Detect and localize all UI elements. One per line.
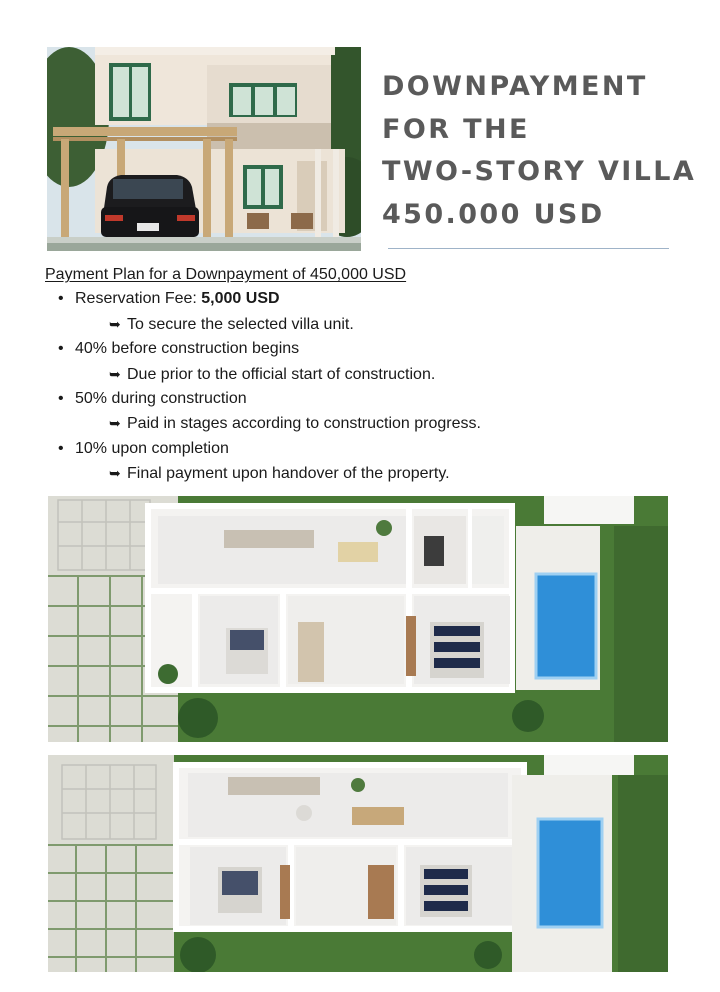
- bullet-icon: •: [58, 340, 64, 358]
- plan-item-label: 40% before construction begins: [75, 340, 300, 358]
- plan-item-detail: Final payment upon handover of the property.: [127, 465, 450, 483]
- plan-item-detail-row: [75, 461, 685, 486]
- plan-item-during-construction: [45, 387, 685, 437]
- villa-exterior-photo: [47, 47, 361, 251]
- plan-item-completion: [45, 437, 685, 487]
- plan-item-label: Reservation Fee:: [75, 290, 202, 308]
- bullet-icon: •: [58, 390, 64, 408]
- arrow-icon: ➥: [109, 315, 121, 332]
- plan-item-detail-row: [75, 362, 685, 387]
- plan-item-reservation: [45, 287, 685, 337]
- arrow-icon: ➥: [109, 415, 121, 432]
- plan-list: [45, 287, 685, 486]
- plan-heading: Payment Plan for a Downpayment of 450,000 USD: [45, 266, 407, 283]
- arrow-icon: ➥: [109, 465, 121, 482]
- plan-item-amount: 5,000 USD: [201, 290, 280, 308]
- floor-plan-upper-level: [48, 755, 668, 972]
- bullet-icon: •: [58, 439, 64, 457]
- title-line-1: DOWNPAYMENT: [382, 71, 648, 102]
- plan-item-detail-row: [75, 312, 685, 337]
- arrow-icon: ➥: [109, 365, 121, 382]
- plan-item-detail-row: [75, 411, 685, 436]
- title-line-3: TWO-STORY VILLA: [382, 156, 697, 187]
- plan-item-detail: Paid in stages according to construction progress.: [127, 415, 481, 433]
- title-divider: [388, 248, 669, 249]
- payment-plan: [45, 263, 685, 487]
- plan-item-before-construction: [45, 337, 685, 387]
- plan-item-label: 10% upon completion: [75, 439, 229, 457]
- floor-plan-ground-level: [48, 496, 668, 742]
- bullet-icon: •: [58, 290, 64, 308]
- title-block: [382, 66, 702, 236]
- plan-item-detail: Due prior to the official start of construction.: [127, 365, 436, 383]
- plan-item-detail: To secure the selected villa unit.: [127, 315, 354, 333]
- plan-item-label: 50% during construction: [75, 390, 247, 408]
- title-line-2: FOR THE: [382, 113, 530, 145]
- title-line-4: 450.000 USD: [382, 198, 605, 230]
